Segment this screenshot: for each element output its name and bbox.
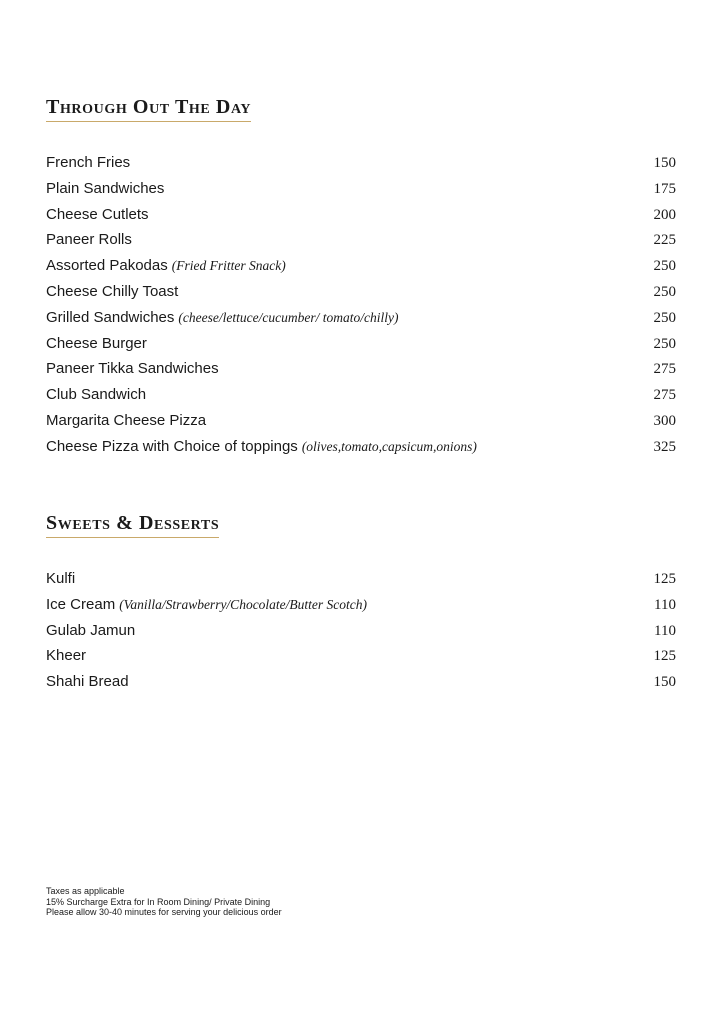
menu-item: [46, 438, 676, 464]
item-price: 300: [653, 412, 676, 429]
item-note: (cheese/lettuce/cucumber/ tomato/chilly): [178, 309, 399, 325]
menu-item: [46, 622, 676, 648]
section-title: Through Out The Day: [46, 96, 251, 122]
menu-item-list: [46, 570, 676, 699]
item-price: 275: [653, 387, 676, 404]
menu-item: [46, 335, 676, 361]
item-name: Paneer Rolls: [46, 231, 132, 249]
menu-item: [46, 647, 676, 673]
item-price: 110: [654, 622, 676, 639]
menu-item: [46, 673, 676, 699]
section-through-out-the-day: [46, 96, 676, 464]
item-name: French Fries: [46, 154, 131, 171]
item-price: 250: [653, 309, 676, 326]
item-price: 225: [653, 232, 676, 249]
footnote-surcharge: 15% Surcharge Extra for In Room Dining/ Private Dining: [46, 896, 271, 907]
menu-item: [46, 386, 676, 412]
item-note: (olives,tomato,capsicum,onions): [301, 438, 477, 454]
section-title: Sweets & Desserts: [46, 512, 219, 538]
menu-item: [46, 309, 676, 335]
menu-item: [46, 154, 676, 180]
item-price: 150: [653, 155, 676, 171]
item-name: Margarita Cheese Pizza: [46, 411, 207, 429]
item-price: 275: [653, 361, 676, 378]
menu-item: [46, 231, 676, 257]
item-note: (Vanilla/Strawberry/Chocolate/Butter Scotch): [119, 596, 368, 612]
footnote-taxes: Taxes as applicable: [46, 886, 125, 896]
footnotes: [46, 886, 282, 918]
item-price: 325: [653, 438, 676, 455]
item-name: Ice Cream: [46, 595, 116, 613]
section-sweets-desserts: [46, 512, 676, 699]
menu-item: [46, 360, 676, 386]
item-name: Cheese Chilly Toast: [46, 282, 179, 300]
item-price: 200: [653, 206, 676, 223]
item-price: 250: [653, 335, 676, 352]
menu-item-list: [46, 154, 676, 464]
item-name: Shahi Bread: [46, 673, 129, 691]
item-name: Paneer Tikka Sandwiches: [46, 360, 219, 378]
item-price: 250: [653, 258, 676, 275]
menu-item: [46, 570, 676, 596]
item-name: Assorted Pakodas: [46, 257, 168, 275]
menu-item: [46, 283, 676, 309]
item-price: 125: [653, 648, 676, 665]
item-price: 175: [653, 180, 676, 197]
item-name: Grilled Sandwiches: [46, 308, 175, 326]
item-price: 150: [653, 674, 676, 691]
item-price: 125: [653, 571, 676, 587]
item-price: 250: [653, 283, 676, 300]
menu-item: [46, 412, 676, 438]
item-note: (Fried Fritter Snack): [171, 258, 286, 274]
item-name: Cheese Cutlets: [46, 205, 149, 223]
item-name: Plain Sandwiches: [46, 179, 165, 197]
item-price: 110: [654, 596, 676, 613]
item-name: Cheese Pizza with Choice of toppings: [46, 437, 298, 455]
menu-item: [46, 596, 676, 622]
menu-item: [46, 206, 676, 232]
item-name: Cheese Burger: [46, 334, 147, 352]
item-name: Gulab Jamun: [46, 621, 136, 639]
item-name: Kheer: [46, 647, 87, 665]
item-name: Kulfi: [46, 570, 76, 587]
menu-item: [46, 180, 676, 206]
footnote-serving-time: Please allow 30-40 minutes for serving your delicious order: [46, 907, 282, 917]
item-name: Club Sandwich: [46, 386, 147, 404]
menu-item: [46, 257, 676, 283]
